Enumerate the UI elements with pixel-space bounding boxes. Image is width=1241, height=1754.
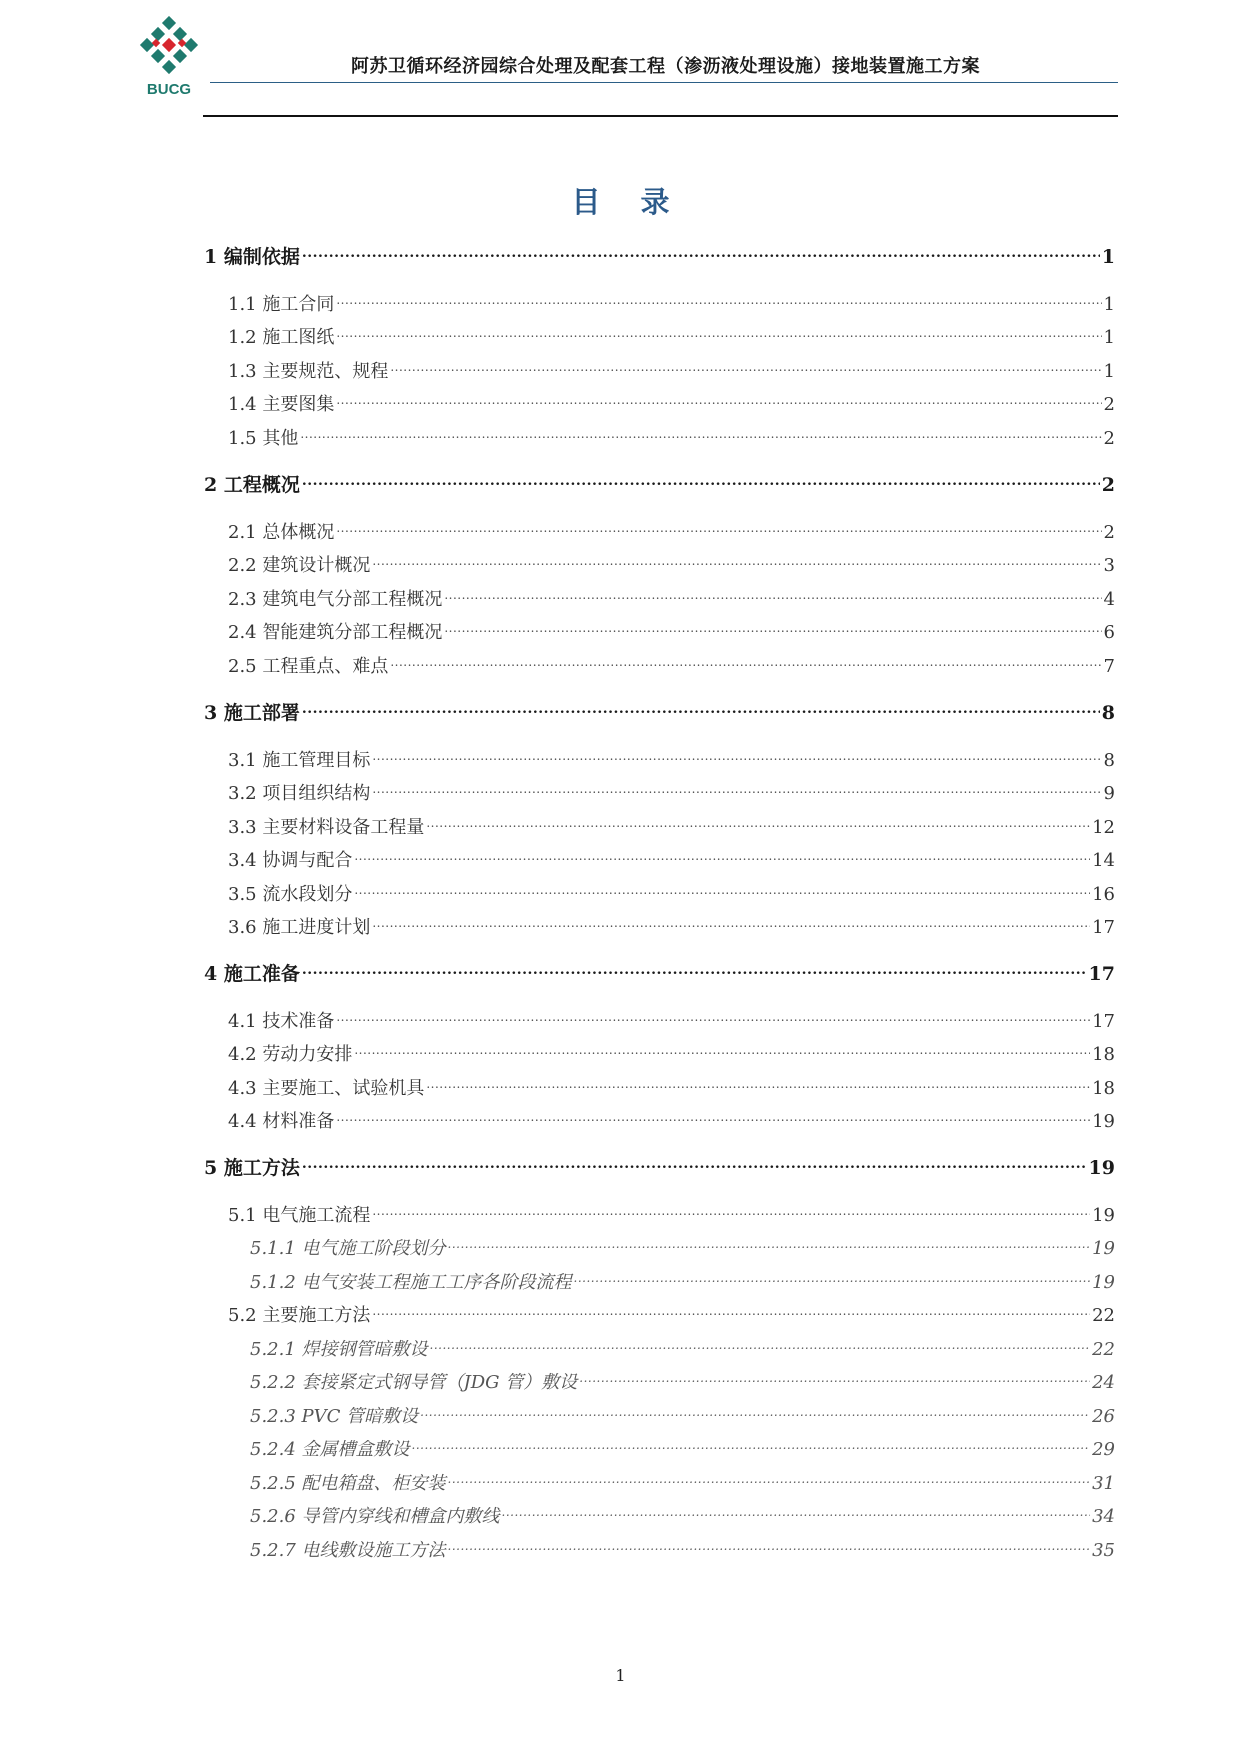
- toc-entry[interactable]: [228, 840, 1115, 871]
- toc-entry-label: 1.2 施工图纸: [228, 327, 335, 348]
- toc-entry-page: 24: [1092, 1372, 1115, 1393]
- toc-entry-label: 1.1 施工合同: [228, 294, 335, 315]
- document-header-title: 阿苏卫循环经济园综合处理及配套工程（渗沥液处理设施）接地装置施工方案: [351, 56, 980, 77]
- toc-entry-label: 2.3 建筑电气分部工程概况: [228, 589, 443, 610]
- toc-entry-label: 2.5 工程重点、难点: [228, 656, 389, 677]
- toc-entry-label: 5.2.4 金属槽盒敷设: [250, 1439, 410, 1460]
- toc-leader-dots: [336, 317, 1101, 343]
- toc-entry[interactable]: [228, 807, 1115, 838]
- toc-leader-dots: [448, 1228, 1091, 1254]
- toc-entry-label: 4.1 技术准备: [228, 1011, 335, 1032]
- toc-entry-label: 2.4 智能建筑分部工程概况: [228, 622, 443, 643]
- toc-entry-label: 3 施工部署: [204, 702, 300, 724]
- svg-text:BUCG: BUCG: [146, 81, 192, 98]
- toc-entry-label: 4.2 劳动力安排: [228, 1044, 353, 1065]
- toc-entry[interactable]: [250, 1329, 1115, 1360]
- toc-entry-label: 3.3 主要材料设备工程量: [228, 817, 425, 838]
- toc-entry-page: 26: [1092, 1406, 1115, 1427]
- toc-entry-page: 1: [1103, 361, 1115, 382]
- toc-leader-dots: [574, 1262, 1091, 1288]
- toc-entry-page: 31: [1092, 1473, 1115, 1494]
- toc-leader-dots: [302, 954, 1087, 980]
- toc-leader-dots: [336, 1101, 1090, 1127]
- toc-entry-page: 22: [1092, 1305, 1115, 1326]
- toc-entry-page: 17: [1092, 917, 1115, 938]
- toc-entry-page: 1: [1103, 327, 1115, 348]
- toc-entry-label: 5.2.1 焊接钢管暗敷设: [250, 1339, 428, 1360]
- toc-leader-dots: [444, 612, 1101, 638]
- toc-entry-page: 7: [1103, 656, 1115, 677]
- toc-entry-label: 5.1 电气施工流程: [228, 1205, 371, 1226]
- toc-entry-label: 5.2 主要施工方法: [228, 1305, 371, 1326]
- toc-entry-label: 5.1.1 电气施工阶段划分: [250, 1238, 446, 1259]
- toc-entry[interactable]: [228, 1034, 1115, 1065]
- toc-entry[interactable]: [204, 954, 1115, 985]
- toc-entry-page: 19: [1088, 1157, 1115, 1179]
- toc-leader-dots: [336, 1001, 1090, 1027]
- toc-leader-dots: [354, 1034, 1090, 1060]
- toc-leader-dots: [372, 907, 1090, 933]
- toc-entry[interactable]: [228, 740, 1115, 771]
- toc-entry-label: 5.2.6 导管内穿线和槽盒内敷线: [250, 1506, 500, 1527]
- toc-entry[interactable]: [228, 874, 1115, 905]
- toc-entry-page: 8: [1103, 750, 1115, 771]
- toc-entry-page: 4: [1103, 589, 1115, 610]
- toc-entry[interactable]: [228, 284, 1115, 315]
- toc-entry[interactable]: [250, 1429, 1115, 1460]
- toc-entry[interactable]: [250, 1362, 1115, 1393]
- toc-entry-page: 19: [1092, 1272, 1115, 1293]
- toc-entry-page: 3: [1103, 555, 1115, 576]
- toc-entry-page: 18: [1092, 1078, 1115, 1099]
- toc-entry-page: 2: [1103, 428, 1115, 449]
- toc-entry[interactable]: [228, 351, 1115, 382]
- toc-entry[interactable]: [250, 1530, 1115, 1561]
- toc-leader-dots: [448, 1463, 1091, 1489]
- toc-entry-page: 6: [1103, 622, 1115, 643]
- toc-entry-label: 2 工程概况: [204, 474, 300, 496]
- toc-entry[interactable]: [228, 1068, 1115, 1099]
- toc-leader-dots: [502, 1496, 1091, 1522]
- toc-entry[interactable]: [228, 579, 1115, 610]
- toc-leader-dots: [444, 579, 1101, 605]
- toc-entry-label: 5 施工方法: [204, 1157, 300, 1179]
- toc-entry-label: 2.2 建筑设计概况: [228, 555, 371, 576]
- toc-entry-label: 5.2.7 电线敷设施工方法: [250, 1540, 446, 1561]
- toc-entry[interactable]: [228, 1101, 1115, 1132]
- toc-entry-page: 2: [1103, 394, 1115, 415]
- toc-entry-label: 5.2.2 套接紧定式钢导管（JDG 管）敷设: [250, 1372, 578, 1393]
- toc-leader-dots: [426, 1068, 1090, 1094]
- toc-entry-page: 16: [1092, 884, 1115, 905]
- toc-leader-dots: [430, 1329, 1091, 1355]
- toc-entry-page: 2: [1103, 522, 1115, 543]
- toc-entry-page: 19: [1092, 1205, 1115, 1226]
- toc-entry-page: 19: [1092, 1238, 1115, 1259]
- toc-entry-label: 5.2.3 PVC 管暗敷设: [250, 1406, 419, 1427]
- toc-entry-label: 1 编制依据: [204, 246, 300, 268]
- toc-leader-dots: [302, 237, 1100, 263]
- toc-entry[interactable]: [228, 512, 1115, 543]
- toc-leader-dots: [336, 384, 1101, 410]
- toc-entry-page: 17: [1088, 963, 1115, 985]
- toc-leader-dots: [372, 1295, 1090, 1321]
- toc-leader-dots: [354, 874, 1090, 900]
- toc-entry-page: 17: [1092, 1011, 1115, 1032]
- toc-entry-page: 1: [1101, 246, 1115, 268]
- toc-leader-dots: [372, 1195, 1090, 1221]
- toc-entry-label: 1.4 主要图集: [228, 394, 335, 415]
- toc-entry[interactable]: [204, 465, 1115, 496]
- toc-leader-dots: [302, 465, 1100, 491]
- toc-entry-label: 4 施工准备: [204, 963, 300, 985]
- page-number: 1: [615, 1666, 626, 1685]
- toc-entry[interactable]: [228, 773, 1115, 804]
- toc-entry[interactable]: [228, 1195, 1115, 1226]
- toc-entry[interactable]: [228, 317, 1115, 348]
- toc-entry-page: 9: [1103, 783, 1115, 804]
- toc-entry[interactable]: [204, 693, 1115, 724]
- toc-entry-label: 1.3 主要规范、规程: [228, 361, 389, 382]
- toc-entry[interactable]: [250, 1496, 1115, 1527]
- toc-entry[interactable]: [204, 1148, 1115, 1179]
- toc-entry-label: 1.5 其他: [228, 428, 299, 449]
- toc-entry-page: 19: [1092, 1111, 1115, 1132]
- toc-entry-label: 4.4 材料准备: [228, 1111, 335, 1132]
- toc-entry-label: 2.1 总体概况: [228, 522, 335, 543]
- toc-leader-dots: [579, 1362, 1090, 1388]
- toc-entry-page: 22: [1092, 1339, 1115, 1360]
- toc-entry-page: 14: [1092, 850, 1115, 871]
- toc-leader-dots: [390, 351, 1101, 377]
- toc-entry-label: 3.5 流水段划分: [228, 884, 353, 905]
- toc-entry[interactable]: [204, 237, 1115, 268]
- toc-entry[interactable]: [228, 1295, 1115, 1326]
- toc-entry-page: 8: [1101, 702, 1115, 724]
- toc-entry[interactable]: [228, 418, 1115, 449]
- toc-leader-dots: [412, 1429, 1091, 1455]
- toc-leader-dots: [372, 740, 1101, 766]
- toc-entry-label: 5.1.2 电气安装工程施工工序各阶段流程: [250, 1272, 572, 1293]
- toc-leader-dots: [336, 512, 1101, 538]
- toc-entry-page: 29: [1092, 1439, 1115, 1460]
- toc-entry[interactable]: [250, 1262, 1115, 1293]
- toc-entry-page: 35: [1092, 1540, 1115, 1561]
- toc-entry-label: 3.4 协调与配合: [228, 850, 353, 871]
- toc-entry[interactable]: [228, 646, 1115, 677]
- toc-entry-page: 1: [1103, 294, 1115, 315]
- toc-entry[interactable]: [228, 384, 1115, 415]
- toc-entry-label: 3.6 施工进度计划: [228, 917, 371, 938]
- toc-leader-dots: [336, 284, 1101, 310]
- toc-leader-dots: [372, 773, 1101, 799]
- toc-leader-dots: [372, 545, 1101, 571]
- toc-entry-page: 12: [1092, 817, 1115, 838]
- toc-entry[interactable]: [228, 907, 1115, 938]
- toc-entry-label: 5.2.5 配电箱盘、柜安装: [250, 1473, 446, 1494]
- toc-leader-dots: [426, 807, 1090, 833]
- toc-leader-dots: [300, 418, 1101, 444]
- toc-entry[interactable]: [250, 1228, 1115, 1259]
- toc-leader-dots: [302, 693, 1100, 719]
- toc-entry[interactable]: [228, 612, 1115, 643]
- toc-entry-page: 34: [1092, 1506, 1115, 1527]
- toc-entry-label: 3.1 施工管理目标: [228, 750, 371, 771]
- toc-entry[interactable]: [228, 545, 1115, 576]
- toc-leader-dots: [420, 1396, 1090, 1422]
- toc-leader-dots: [390, 646, 1101, 672]
- toc-leader-dots: [302, 1148, 1087, 1174]
- toc-entry[interactable]: [228, 1001, 1115, 1032]
- toc-leader-dots: [354, 840, 1090, 866]
- toc-leader-dots: [448, 1530, 1091, 1556]
- toc-entry[interactable]: [250, 1396, 1115, 1427]
- toc-entry-label: 4.3 主要施工、试验机具: [228, 1078, 425, 1099]
- toc-entry-page: 2: [1101, 474, 1115, 496]
- toc-entry-label: 3.2 项目组织结构: [228, 783, 371, 804]
- toc-title: 目录: [571, 185, 710, 219]
- toc-entry[interactable]: [250, 1463, 1115, 1494]
- toc-entry-page: 18: [1092, 1044, 1115, 1065]
